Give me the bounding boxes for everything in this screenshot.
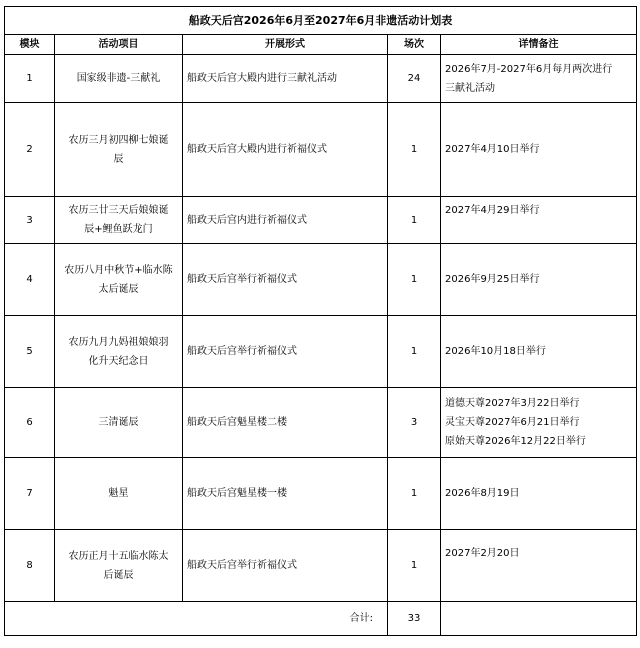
project-cell [55,244,183,316]
project-line: 三清诞辰 [98,417,139,428]
project-line: 农历八月中秋节+临水陈 [64,264,173,276]
project-line: 化升天纪念日 [88,355,149,367]
project-cell [55,55,183,103]
project-line: 魁星 [108,488,129,499]
schedule-table-container [4,6,636,636]
total-label: 合计: [5,602,388,636]
count-cell: 3 [388,388,441,458]
header-count: 场次 [388,35,441,55]
note-line: 2027年4月29日举行 [445,205,540,216]
project-cell [55,316,183,388]
note-line: 灵宝天尊2027年6月21日举行 [445,417,580,428]
note-line: 2026年9月25日举行 [445,274,540,285]
module-cell: 8 [5,530,55,602]
header-row [5,35,637,55]
header-notes: 详情备注 [441,35,637,55]
total-notes-cell [441,602,637,636]
module-cell: 2 [5,103,55,197]
note-line: 三献礼活动 [445,82,495,94]
note-line: 2026年7月-2027年6月每月两次进行 [445,63,613,75]
module-cell: 1 [5,55,55,103]
project-cell [55,530,183,602]
form-cell: 船政天后宫大殿内进行三献礼活动 [183,55,388,103]
table-row [5,530,637,602]
notes-cell [441,316,637,388]
note-line: 2027年2月20日 [445,548,520,559]
notes-cell [441,244,637,316]
project-line: 国家级非遗-三献礼 [76,73,161,84]
table-row [5,316,637,388]
form-cell: 船政天后宫举行祈福仪式 [183,316,388,388]
project-cell [55,103,183,197]
table-row [5,388,637,458]
note-line: 2027年4月10日举行 [445,144,540,155]
project-line: 农历三廿三天后娘娘诞 [68,205,169,216]
module-cell: 4 [5,244,55,316]
form-cell: 船政天后宫魁星楼一楼 [183,458,388,530]
project-line: 农历正月十五临水陈太 [68,550,169,562]
project-line: 农历九月九妈祖娘娘羽 [68,336,169,348]
project-cell [55,388,183,458]
form-cell: 船政天后宫举行祈福仪式 [183,244,388,316]
module-cell: 6 [5,388,55,458]
project-line: 农历三月初四柳七娘诞 [68,134,169,146]
table-row [5,103,637,197]
project-line: 后诞辰 [103,569,134,581]
project-line: 辰 [113,153,124,165]
table-row [5,244,637,316]
form-cell: 船政天后宫内进行祈福仪式 [183,197,388,244]
form-cell: 船政天后宫大殿内进行祈福仪式 [183,103,388,197]
project-line: 辰+鲤鱼跃龙门 [84,224,153,235]
header-module: 模块 [5,35,55,55]
activity-schedule-table [4,6,637,636]
table-row [5,55,637,103]
form-cell: 船政天后宫魁星楼二楼 [183,388,388,458]
note-line: 2026年8月19日 [445,488,520,499]
count-cell: 1 [388,530,441,602]
module-cell: 3 [5,197,55,244]
form-cell: 船政天后宫举行祈福仪式 [183,530,388,602]
count-cell: 1 [388,244,441,316]
table-title: 船政天后宫2026年6月至2027年6月非遗活动计划表 [5,7,637,35]
note-line: 2026年10月18日举行 [445,346,546,357]
notes-cell [441,103,637,197]
notes-cell [441,55,637,103]
header-form: 开展形式 [183,35,388,55]
module-cell: 5 [5,316,55,388]
count-cell: 1 [388,103,441,197]
total-value: 33 [388,602,441,636]
project-line: 太后诞辰 [98,283,139,295]
count-cell: 1 [388,458,441,530]
note-line: 道德天尊2027年3月22日举行 [445,398,580,409]
module-cell: 7 [5,458,55,530]
note-line: 原始天尊2026年12月22日举行 [445,436,586,447]
total-row [5,602,637,636]
count-cell: 24 [388,55,441,103]
table-row [5,197,637,244]
notes-cell [441,530,637,602]
table-row [5,458,637,530]
count-cell: 1 [388,316,441,388]
notes-cell [441,458,637,530]
notes-cell [441,197,637,244]
header-project: 活动项目 [55,35,183,55]
project-cell [55,197,183,244]
count-cell: 1 [388,197,441,244]
notes-cell [441,388,637,458]
project-cell [55,458,183,530]
